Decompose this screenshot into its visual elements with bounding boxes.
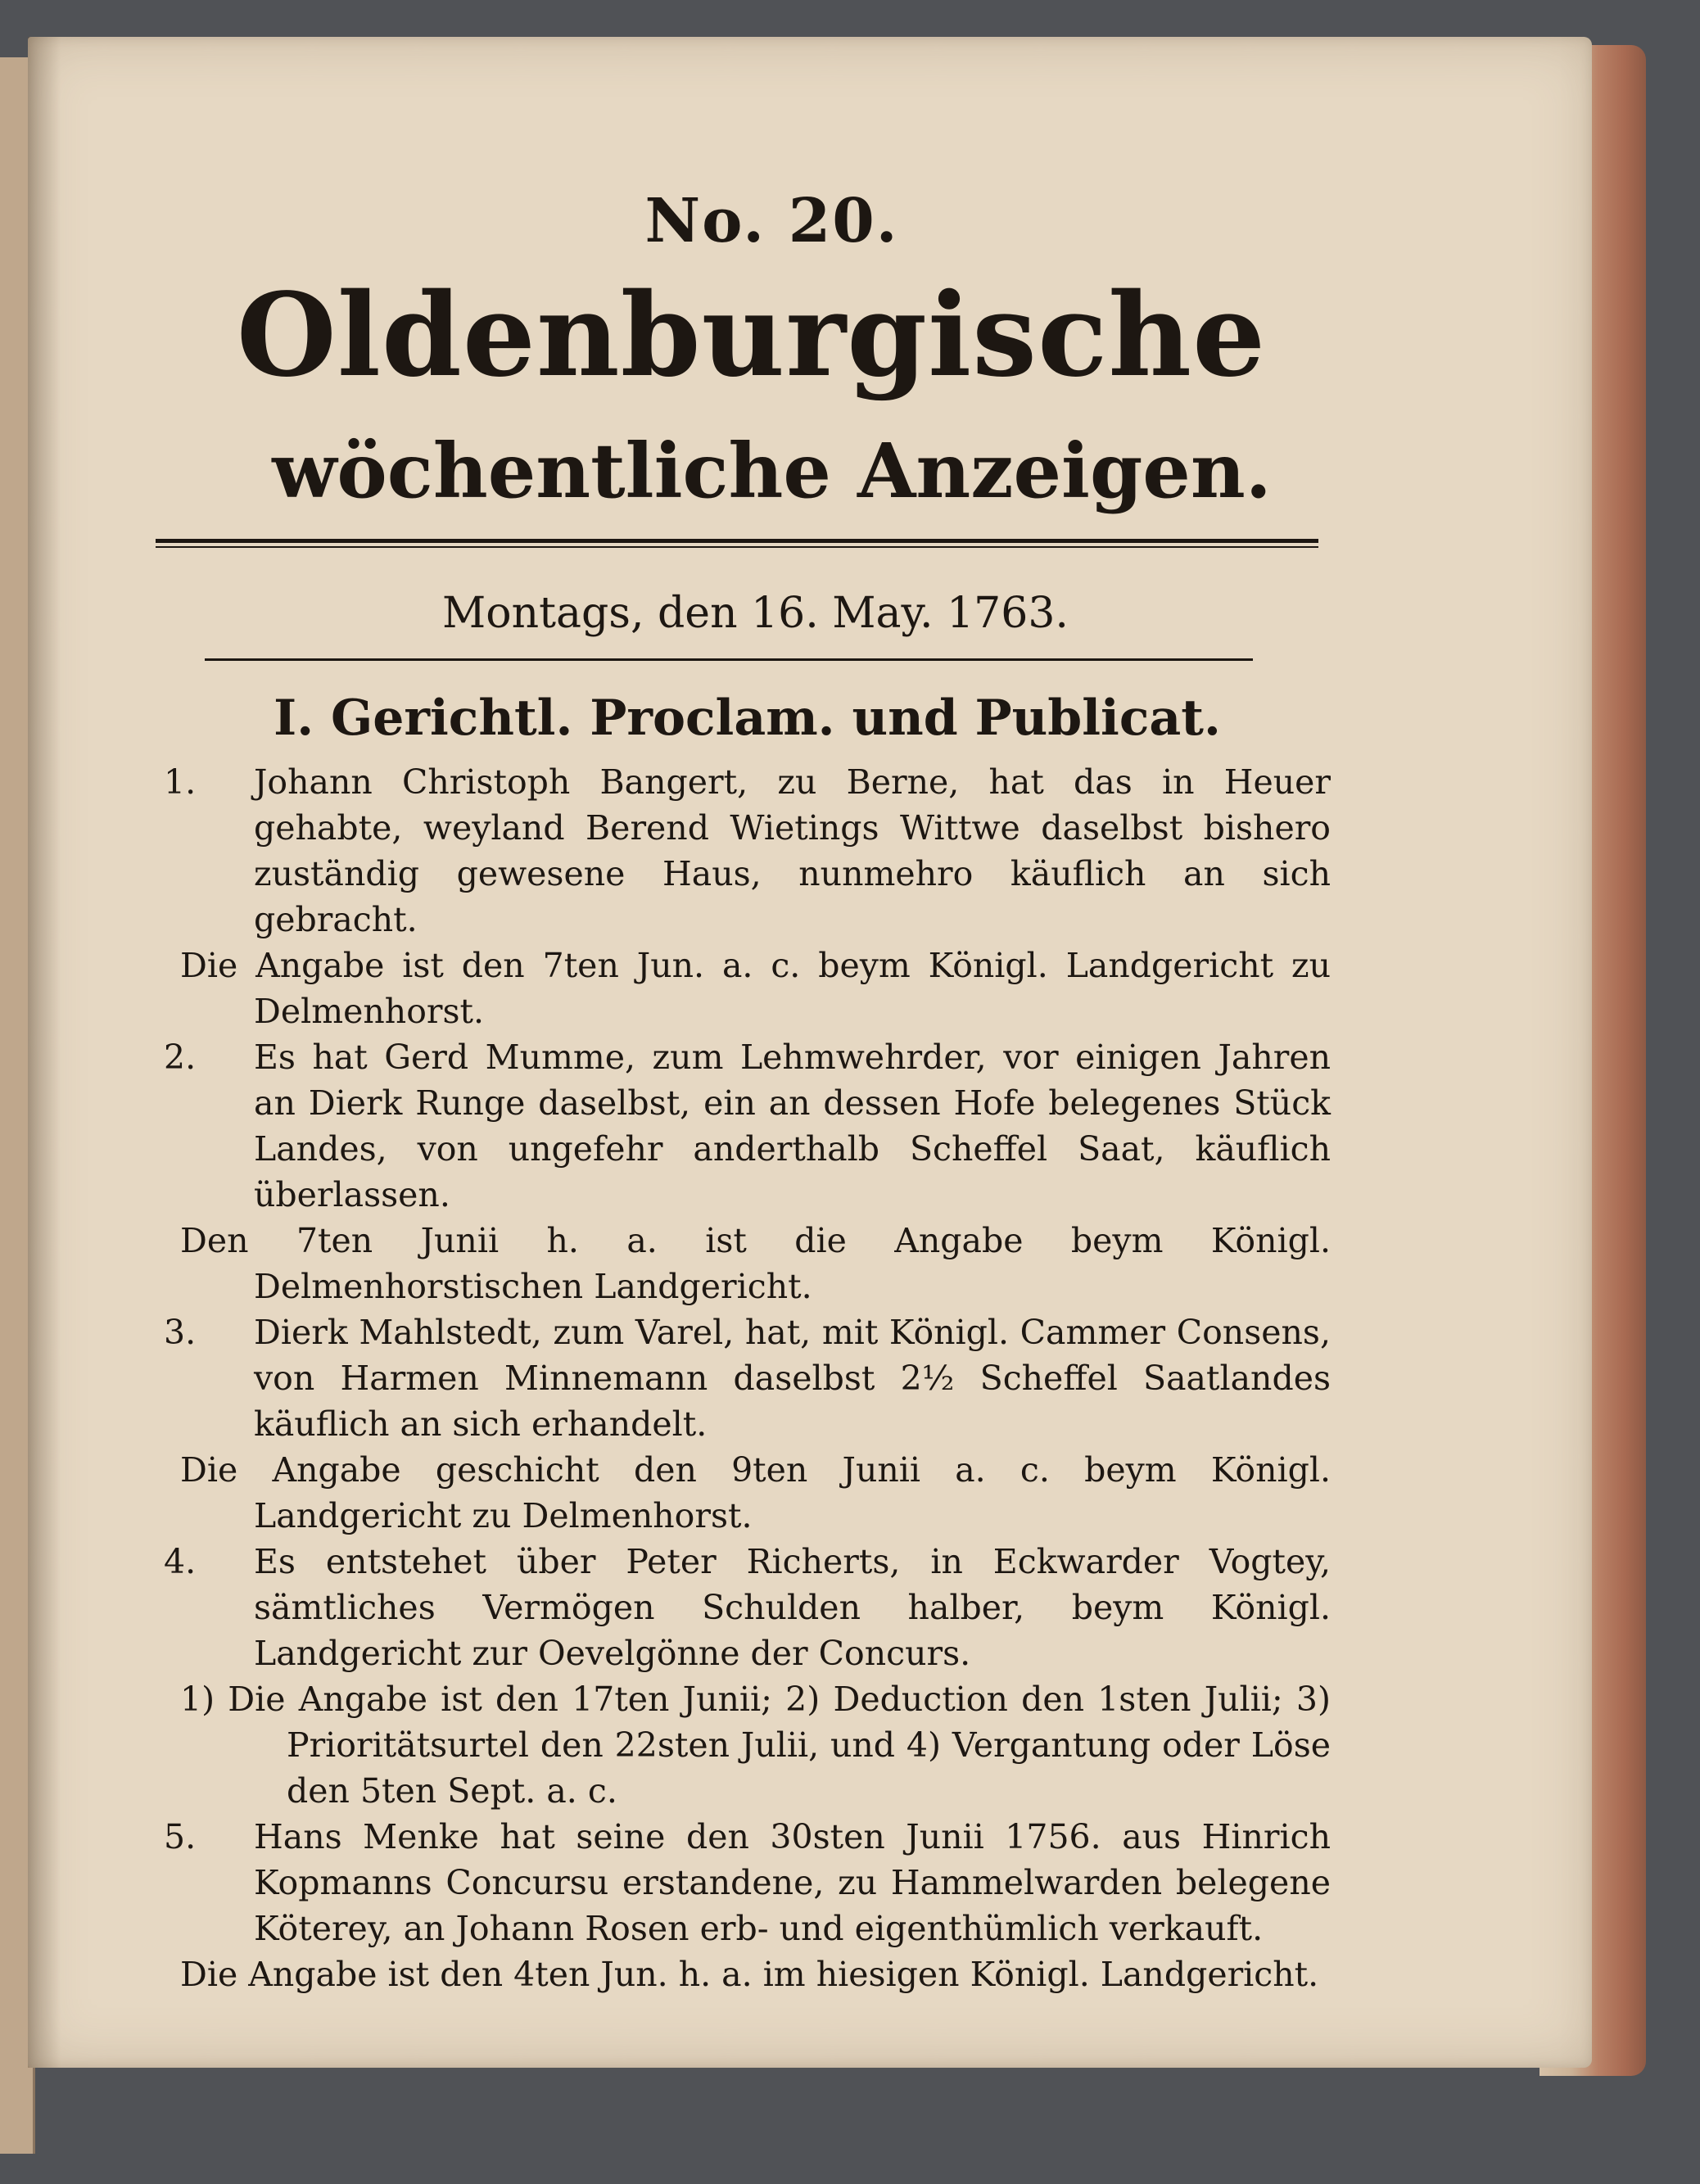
- issue-number: No. 20.: [644, 186, 899, 256]
- entry-number: 2.: [164, 1038, 197, 1077]
- entry-1: [147, 759, 1331, 943]
- entry-3-note: Die Angabe geschicht den 9ten Junii a. c. beym Königl. Landgericht zu Delmenhorst.: [180, 1450, 1331, 1535]
- issue-date: Montags, den 16. May. 1763.: [442, 589, 1069, 638]
- masthead-rule: [156, 539, 1318, 548]
- entry-text: Dierk Mahlstedt, zum Varel, hat, mit Königl. Cammer Consens, von Harmen Minnemann daselbst 2½ Scheffel Saatlandes käuflich an sich erhandelt.: [254, 1313, 1331, 1444]
- gutter-shadow: [28, 37, 61, 2068]
- entry-number: 3.: [164, 1313, 197, 1352]
- entry-3: [147, 1309, 1331, 1447]
- entry-number: 5.: [164, 1817, 197, 1856]
- entry-text: Johann Christoph Bangert, zu Berne, hat das in Heuer gehabte, weyland Berend Wietings Wittwe daselbst bishero zuständig gewesene Haus, nunmehro käuflich an sich gebracht.: [254, 762, 1331, 939]
- date-rule: [205, 658, 1253, 661]
- entry-text: Es hat Gerd Mumme, zum Lehmwehrder, vor einigen Jahren an Dierk Runge daselbst, ein an dessen Hofe belegenes Stück Landes, von ungefehr anderthalb Scheffel Saat, käuflich überlassen.: [254, 1038, 1331, 1214]
- entry-5: [147, 1814, 1331, 1951]
- masthead-subtitle: wöchentliche Anzeigen.: [272, 427, 1272, 515]
- entry-number: 1.: [164, 762, 197, 802]
- masthead-title: Oldenburgische: [236, 269, 1267, 403]
- section-heading: I. Gerichtl. Proclam. und Publicat.: [274, 690, 1221, 747]
- entry-text: Hans Menke hat seine den 30sten Junii 1756. aus Hinrich Kopmanns Concursu erstandene, zu Hammelwarden belegene Köterey, an Johann Rosen erb- und eigenthümlich verkauft.: [254, 1817, 1331, 1948]
- entry-4: [147, 1539, 1331, 1676]
- entry-4-note: 1) Die Angabe ist den 17ten Junii; 2) Deduction den 1sten Julii; 3) Prioritätsurtel den 22sten Julii, und 4) Vergantung oder Löse den 5ten Sept. a. c.: [180, 1680, 1331, 1811]
- entry-2-note: Den 7ten Junii h. a. ist die Angabe beym Königl. Delmenhorstischen Landgericht.: [180, 1221, 1331, 1306]
- page-text: [147, 180, 1331, 1997]
- entry-number: 4.: [164, 1542, 197, 1581]
- entry-2: [147, 1034, 1331, 1218]
- entry-1-note: Die Angabe ist den 7ten Jun. a. c. beym Königl. Landgericht zu Delmenhorst.: [180, 946, 1331, 1031]
- entry-5-note: Die Angabe ist den 4ten Jun. h. a. im hiesigen Königl. Landgericht.: [180, 1955, 1319, 1994]
- entry-text: Es entstehet über Peter Richerts, in Eckwarder Vogtey, sämtliches Vermögen Schulden halber, beym Königl. Landgericht zur Oevelgönne der Concurs.: [254, 1542, 1331, 1673]
